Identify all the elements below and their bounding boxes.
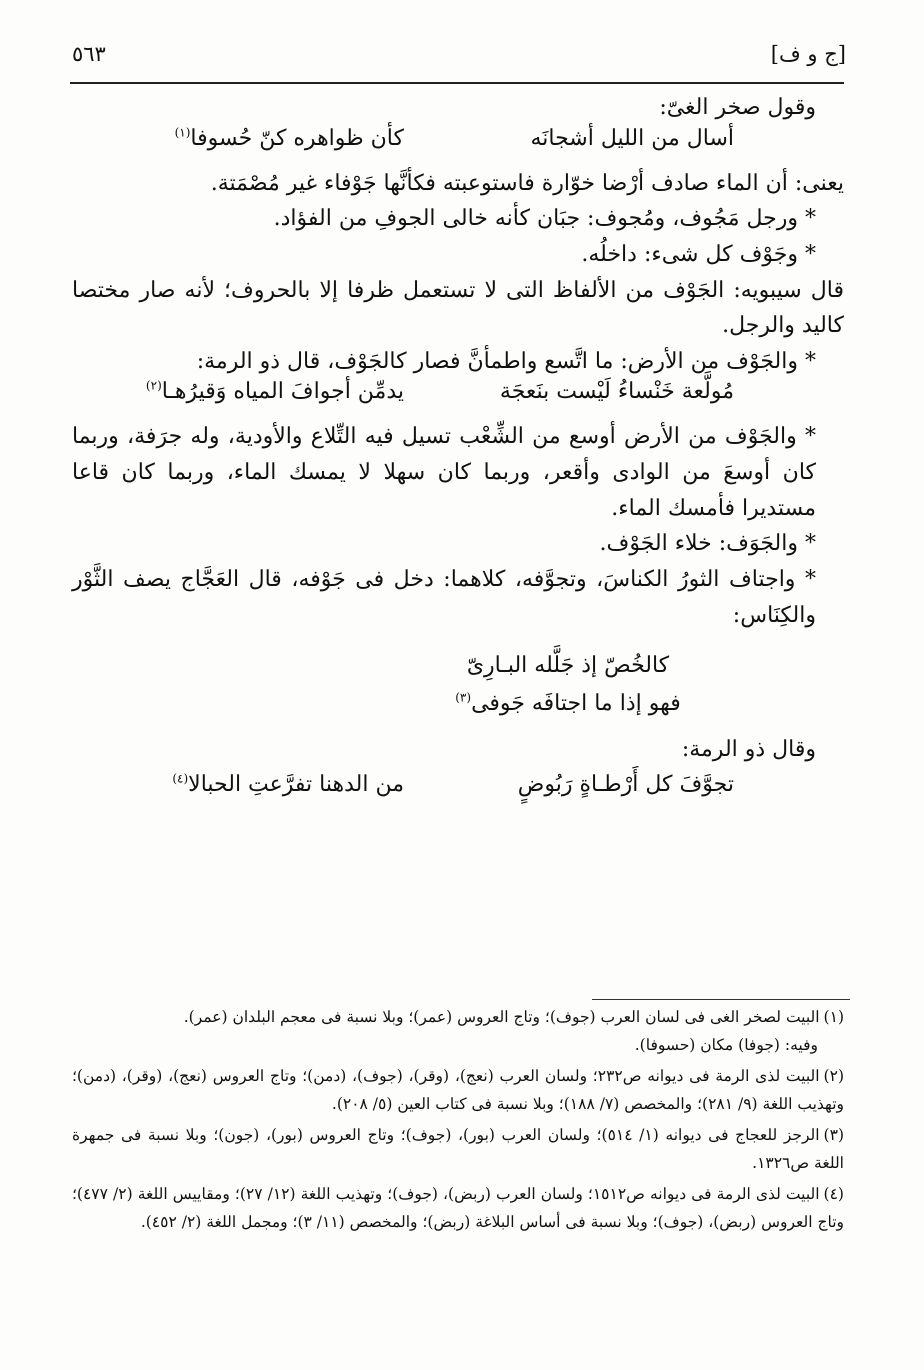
paragraph-10: وقال ذو الرمة: [681, 736, 816, 762]
footnote-3-text: الرجز للعجاج فى ديوانه (١/ ٥١٤)؛ ولسان العرب (بور)، (جوف)؛ وتاج العروس (بور)، (جون)؛ وبلا نسبة فى جمهرة اللغة ص١٣٢٦. [72, 1126, 844, 1172]
footnote-ref-1: (١) [174, 125, 191, 140]
paragraph-3: * ورجل مَجُوف، ومُجوف: جبَان كأنه خالى الجوفِ من الفؤاد. [273, 206, 816, 232]
verse-3-second-hemistich: من الدهنا تفرَّعتِ الحبالا$^{(٤)}$ [172, 771, 404, 797]
rajaz-line-1: كالخُصّ إذ جَلَّله البـارِىّ [466, 653, 670, 679]
paragraph-7: * والجَوْف من الأرض أوسع من الشِّعْب تسيل فيه التِّلاع والأودية، وله جرَفة، وربما كان أوسعَ من الوادى وأقعر، وربما كان سهلا لا يمسك الماء، وربما كان قاعا مستديرا فأمسك الماء. [72, 424, 816, 521]
paragraph-9: * واجتاف الثورُ الكناسَ، وتجوَّفه، كلاهما: دخل فى جَوْفه، قال العَجَّاج يصف الثَّوْر والكِنَاس: [72, 566, 816, 628]
paragraph-2: يعنى: أن الماء صادف أرْضا خوّارة فاستوعبته فكأنَّها جَوْفاء غير مُصْمَتة. [210, 170, 844, 196]
footnote-4 [72, 1181, 844, 1236]
footnote-3-number: (٣) [823, 1126, 844, 1145]
footnotes [72, 1004, 844, 1241]
header-root-letters: [ج و ف] [770, 42, 846, 66]
paragraph-8: * والجَوَف: خلاء الجَوْف. [599, 531, 816, 557]
footnote-1 [72, 1004, 844, 1059]
footnote-2-text: البيت لذى الرمة فى ديوانه ص٢٣٢؛ ولسان العرب (نعج)، (وقر)، (جوف)، (دمن)؛ وتاج العروس (نعج)، (وقر)، (دمن)؛ وتهذيب اللغة (٩/ ٢٨١)؛ والمخصص (٧/ ١٨٨)؛ وبلا نسبة فى كتاب العين (٥/ ٢٠٨). [72, 1067, 844, 1113]
footnote-ref-4: (٤) [172, 771, 189, 786]
footnote-4-text: البيت لذى الرمة فى ديوانه ص١٥١٢؛ ولسان العرب (ربض)، (جوف)؛ وتهذيب اللغة (١٢/ ٢٧)؛ ومقاييس اللغة (٢/ ٤٧٧)؛ وتاج العروس (ربض)، (جوف)؛ وبلا نسبة فى أساس البلاغة (ربض)؛ والمخصص (١١/ ٣)؛ ومجمل اللغة (٢/ ٤٥٢). [72, 1185, 844, 1232]
footnote-1-text: البيت لصخر الغى فى لسان العرب (جوف)؛ وتاج العروس (عمر)؛ وبلا نسبة فى معجم البلدان (عمر). [183, 1008, 820, 1026]
verse-3 [72, 772, 844, 812]
paragraph-5: قال سيبويه: الجَوْف من الألفاظ التى لا تستعمل ظرفا إلا بالحروف؛ لأنه صار مختصا كاليد والرجل. [72, 277, 844, 339]
paragraph-1: وقول صخر الغىّ: [659, 95, 816, 120]
page-number: ٥٦٣ [72, 42, 106, 66]
paragraph-4: * وجَوْف كل شىء: داخلُه. [581, 241, 816, 267]
header-rule [70, 82, 844, 84]
main-text [72, 88, 844, 812]
verse-1 [72, 126, 844, 166]
footnote-2 [72, 1063, 844, 1118]
verse-1-first-hemistich: أسال من الليل أشجانَه [530, 125, 734, 151]
footnote-ref-3: (٣) [455, 690, 472, 705]
verse-2-first-hemistich: مُولَّعة خَنْساءُ لَيْست بنَعجَة [499, 379, 734, 405]
footnote-1-number: (١) [823, 1008, 844, 1026]
verse-2 [72, 379, 844, 419]
footnote-1-continuation: وفيه: (جوفا) مكان (حسوفا). [634, 1035, 818, 1054]
footnote-ref-2: (٢) [145, 379, 162, 394]
rajaz-line-2: فهو إذا ما اجتافَه جَوفى$^{(٣)}$ [455, 690, 681, 716]
verse-1-second-hemistich: كأن ظواهره كنّ حُسوفا$^{(١)}$ [174, 125, 404, 151]
paragraph-6: * والجَوْف من الأرض: ما اتَّسع واطمأنَّ فصار كالجَوْف، قال ذو الرمة: [196, 348, 816, 374]
footnote-3 [72, 1122, 844, 1177]
footnote-4-number: (٤) [823, 1185, 844, 1204]
verse-2-second-hemistich: يدمِّن أجوافَ المياه وَقيرُهـا$^{(٢)}$ [145, 379, 404, 405]
footnote-2-number: (٢) [823, 1067, 844, 1086]
verse-3-first-hemistich: تجوَّفَ كل أَرْطـاةٍ رَبُوضٍ [517, 771, 734, 797]
footnote-rule [592, 999, 850, 1000]
